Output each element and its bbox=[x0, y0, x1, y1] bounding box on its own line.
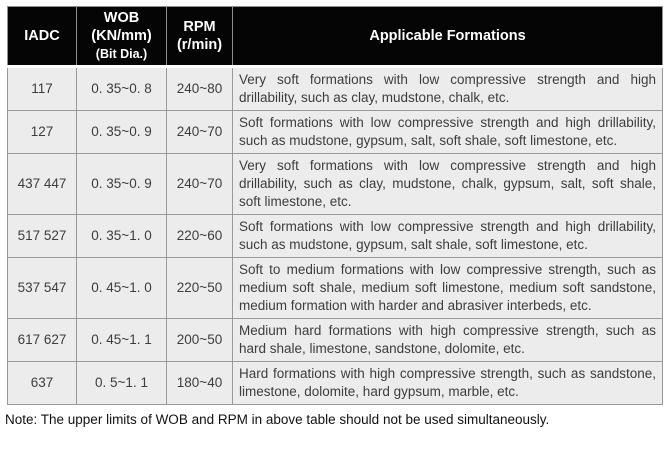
header-wob-line2: (KN/mm) bbox=[91, 28, 152, 44]
header-wob bbox=[77, 7, 167, 67]
table-row bbox=[8, 154, 663, 215]
table-header bbox=[8, 7, 663, 67]
iadc-cell: 637 bbox=[8, 362, 77, 405]
rpm-cell: 220~60 bbox=[167, 215, 233, 258]
iadc-bit-spec-table bbox=[7, 6, 663, 405]
formations-cell: Medium hard formations with high compressive strength, such as hard shale, limestone, sandstone, dolomite, etc. bbox=[233, 319, 663, 362]
rpm-cell: 240~70 bbox=[167, 154, 233, 215]
formations-cell: Hard formations with high compressive strength, such as sandstone, limestone, dolomite, hard gypsum, marble, etc. bbox=[233, 362, 663, 405]
wob-cell: 0. 35~0. 9 bbox=[77, 111, 167, 154]
rpm-cell: 180~40 bbox=[167, 362, 233, 405]
iadc-cell: 617 627 bbox=[8, 319, 77, 362]
rpm-cell: 240~70 bbox=[167, 111, 233, 154]
header-rpm-line2: (r/min) bbox=[176, 37, 223, 53]
header-wob-line3: (Bit Dia.) bbox=[95, 47, 148, 61]
footnote: Note: The upper limits of WOB and RPM in above table should not be used simultaneously. bbox=[5, 412, 550, 427]
table-row bbox=[8, 319, 663, 362]
table-row bbox=[8, 362, 663, 405]
iadc-cell: 117 bbox=[8, 67, 77, 111]
header-formations bbox=[233, 7, 663, 67]
formations-cell: Soft formations with low compressive strength and high drillability, such as mudstone, gypsum, salt, soft shale, soft limestone, etc. bbox=[233, 111, 663, 154]
iadc-cell: 537 547 bbox=[8, 258, 77, 319]
header-row bbox=[8, 7, 663, 67]
table-row bbox=[8, 111, 663, 154]
formations-cell: Very soft formations with low compressive strength and high drillability, such as clay, mudstone, chalk, etc. bbox=[233, 67, 663, 111]
table-body bbox=[8, 67, 663, 405]
wob-cell: 0. 45~1. 0 bbox=[77, 258, 167, 319]
header-rpm bbox=[167, 7, 233, 67]
header-iadc bbox=[8, 7, 77, 67]
iadc-cell: 437 447 bbox=[8, 154, 77, 215]
rpm-cell: 240~80 bbox=[167, 67, 233, 111]
wob-cell: 0. 35~0. 9 bbox=[77, 154, 167, 215]
header-wob-line1: WOB bbox=[103, 10, 140, 26]
rpm-cell: 200~50 bbox=[167, 319, 233, 362]
wob-cell: 0. 35~0. 8 bbox=[77, 67, 167, 111]
table-row bbox=[8, 215, 663, 258]
table-row bbox=[8, 67, 663, 111]
formations-cell: Soft to medium formations with low compressive strength, such as medium soft shale, medium soft limestone, medium soft sandstone, medium formation with harder and abrasiver interbeds, etc. bbox=[233, 258, 663, 319]
rpm-cell: 220~50 bbox=[167, 258, 233, 319]
table-row bbox=[8, 258, 663, 319]
header-rpm-line1: RPM bbox=[183, 19, 216, 35]
formations-cell: Soft formations with low compressive strength and high drillability, such as mudstone, gypsum, salt shale, soft limestone, etc. bbox=[233, 215, 663, 258]
wob-cell: 0. 5~1. 1 bbox=[77, 362, 167, 405]
wob-cell: 0. 35~1. 0 bbox=[77, 215, 167, 258]
header-formations-label: Applicable Formations bbox=[369, 28, 526, 44]
iadc-cell: 517 527 bbox=[8, 215, 77, 258]
formations-cell: Very soft formations with low compressive strength and high drillability, such as clay, mudstone, chalk, gypsum, salt, soft shale, soft limestone, etc. bbox=[233, 154, 663, 215]
wob-cell: 0. 45~1. 1 bbox=[77, 319, 167, 362]
iadc-cell: 127 bbox=[8, 111, 77, 154]
header-iadc-label: IADC bbox=[24, 28, 60, 44]
